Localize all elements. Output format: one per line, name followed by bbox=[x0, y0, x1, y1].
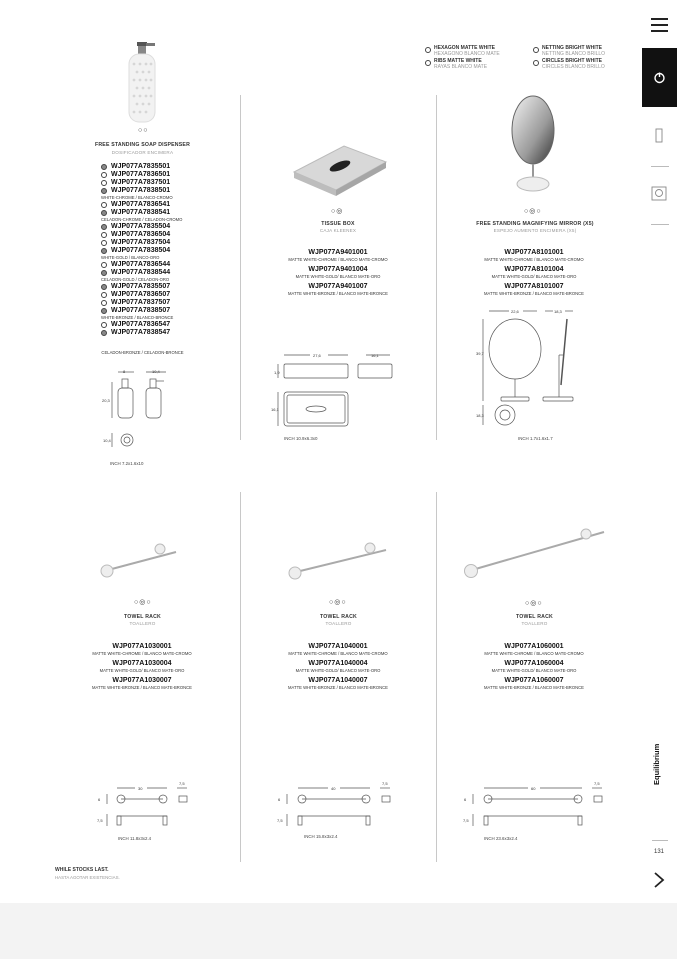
brand-label: Equilibrium bbox=[652, 743, 661, 785]
chevron-right-icon[interactable] bbox=[652, 871, 666, 889]
dim-width-2: 18,3 bbox=[554, 309, 562, 314]
legend-netting: NETTING BRIGHT WHITE NETTING BLANCO BRILLO bbox=[542, 45, 606, 57]
mirror-finish-3: MATTE WHITE-BRONZE / BLANCO MATE-BRONCE bbox=[484, 291, 584, 296]
finish-dots: ○◎○ bbox=[329, 599, 347, 606]
column-divider bbox=[436, 492, 437, 862]
tissue-box-image bbox=[292, 132, 388, 198]
ribs-swatch-icon bbox=[425, 60, 431, 66]
rack2-finish-2: MATTE WHITE-GOLD/ BLANCO MATE-ORO bbox=[295, 668, 381, 673]
netting-swatch-icon bbox=[101, 202, 107, 208]
dim-depth: 10,4 bbox=[103, 438, 111, 443]
tissue-finish-3: MATTE WHITE-BRONZE / BLANCO MATE-BRONCE bbox=[288, 291, 388, 296]
rack2-technical-drawing bbox=[274, 778, 399, 830]
mirror-inch: INCH 1.7x1.6x1.7 bbox=[518, 436, 553, 441]
dim-depth: 7,5 bbox=[277, 818, 283, 823]
rack3-finish-2: MATTE WHITE-GOLD/ BLANCO MATE-ORO bbox=[491, 668, 577, 673]
rack1-code-3: WJP077A1030007 bbox=[112, 677, 172, 684]
dim-depth: 7,5 bbox=[463, 818, 469, 823]
rack2-finish-3: MATTE WHITE-BRONZE / BLANCO MATE-BRONCE bbox=[288, 685, 388, 690]
rack3-technical-drawing bbox=[462, 778, 612, 830]
rack1-subtitle: TOALLERO bbox=[129, 621, 156, 626]
tissue-finish-1: MATTE WHITE-CHROME / BLANCO MATE-CROMO bbox=[288, 257, 388, 262]
dim-width: 30 bbox=[138, 786, 143, 791]
finish-dots: ○○ bbox=[138, 127, 149, 134]
netting-swatch-icon bbox=[101, 292, 107, 298]
netting-swatch-icon bbox=[101, 262, 107, 268]
tissue-code-1: WJP077A9401001 bbox=[308, 249, 368, 256]
netting-swatch-icon bbox=[101, 322, 107, 328]
tissue-code-2: WJP077A9401004 bbox=[308, 266, 368, 273]
dim-width: 8 bbox=[123, 369, 126, 374]
sidebar-divider bbox=[651, 224, 669, 225]
dim-width: 40 bbox=[331, 786, 336, 791]
soap-inch: INCH 7.2x1.6x10 bbox=[110, 461, 144, 466]
circles-swatch-icon bbox=[101, 210, 107, 216]
rack2-code-1: WJP077A1040001 bbox=[308, 643, 368, 650]
column-divider bbox=[436, 95, 437, 440]
rack3-title: TOWEL RACK bbox=[516, 614, 553, 620]
tissue-code-3: WJP077A9401007 bbox=[308, 283, 368, 290]
netting-swatch-icon bbox=[533, 47, 539, 53]
tissue-inch: INCH 10.9x6.3x0 bbox=[284, 436, 318, 441]
tissue-subtitle: CAJA KLEENEX bbox=[319, 228, 357, 233]
side-menu-active-tab[interactable] bbox=[642, 48, 677, 107]
single-page-icon[interactable] bbox=[653, 128, 665, 144]
rack3-finish-3: MATTE WHITE-BRONZE / BLANCO MATE-BRONCE bbox=[484, 685, 584, 690]
finish-dots: ○◎○ bbox=[134, 599, 152, 606]
rack3-subtitle: TOALLERO bbox=[521, 621, 548, 626]
sidebar-divider bbox=[651, 166, 669, 167]
mirror-code-1: WJP077A8101001 bbox=[504, 249, 564, 256]
rack3-code-1: WJP077A1060001 bbox=[504, 643, 564, 650]
soap-subtitle: DOSIFICADOR ENCIMERA bbox=[111, 150, 174, 155]
dim-width-2: 16,1 bbox=[371, 353, 379, 358]
dim-width-2: 10,4 bbox=[152, 369, 160, 374]
circles-swatch-icon bbox=[101, 270, 107, 276]
ribs-swatch-icon bbox=[101, 180, 107, 186]
soap-technical-drawing bbox=[100, 366, 180, 456]
legend-circles: CIRCLES BRIGHT WHITE CIRCLES BLANCO BRILLO bbox=[542, 58, 605, 70]
rack1-technical-drawing bbox=[95, 778, 195, 830]
rack1-inch: INCH 11.8x3x2.4 bbox=[118, 836, 152, 841]
sidebar-divider bbox=[652, 840, 668, 841]
circles-swatch-icon bbox=[101, 248, 107, 254]
rack2-title: TOWEL RACK bbox=[320, 614, 357, 620]
rack2-finish-1: MATTE WHITE-CHROME / BLANCO MATE-CROMO bbox=[288, 651, 388, 656]
dim-depth: 16,1 bbox=[271, 407, 279, 412]
rack3-code-2: WJP077A1060004 bbox=[504, 660, 564, 667]
rack1-code-2: WJP077A1030004 bbox=[112, 660, 172, 667]
dim-width: 27,6 bbox=[313, 353, 321, 358]
column-divider bbox=[240, 492, 241, 862]
towel-rack-40-image bbox=[284, 538, 394, 582]
mirror-finish-2: MATTE WHITE-GOLD/ BLANCO MATE-ORO bbox=[491, 274, 577, 279]
legend-ribs: RIBS MATTE WHITE RAYAS BLANCO MATE bbox=[434, 58, 488, 70]
rack1-finish-3: MATTE WHITE-BRONZE / BLANCO MATE-BRONCE bbox=[92, 685, 192, 690]
dim-height: 1,9 bbox=[274, 370, 280, 375]
hamburger-menu-icon[interactable] bbox=[651, 18, 668, 20]
rack2-code-3: WJP077A1040007 bbox=[308, 677, 368, 684]
notice-line2: HASTA AGOTAR EXISTENCIAS. bbox=[55, 875, 120, 880]
tissue-finish-2: MATTE WHITE-GOLD/ BLANCO MATE-ORO bbox=[295, 274, 381, 279]
mirror-title: FREE STANDING MAGNIFYING MIRROR (X5) bbox=[476, 221, 594, 227]
rack1-title: TOWEL RACK bbox=[124, 614, 161, 620]
netting-swatch-icon bbox=[101, 232, 107, 238]
dim-projection: 7,5 bbox=[594, 781, 600, 786]
mirror-code-2: WJP077A8101004 bbox=[504, 266, 564, 273]
mirror-subtitle: ESPEJO AUMENTO ENCIMERA (X5) bbox=[493, 228, 577, 233]
finish-dots: ○◎○ bbox=[525, 600, 543, 607]
rack3-inch: INCH 23.6x3x2.4 bbox=[484, 836, 518, 841]
rack3-code-3: WJP077A1060007 bbox=[504, 677, 564, 684]
dim-height: 39,7 bbox=[476, 351, 484, 356]
rack2-inch: INCH 15.8x3x2.4 bbox=[304, 834, 338, 839]
power-icon bbox=[653, 71, 666, 84]
dim-depth: 7,5 bbox=[97, 818, 103, 823]
dim-height: 20,3 bbox=[102, 398, 110, 403]
soap-title: FREE STANDING SOAP DISPENSER bbox=[94, 142, 191, 148]
rack2-subtitle: TOALLERO bbox=[325, 621, 352, 626]
ribs-swatch-icon bbox=[101, 240, 107, 246]
circles-swatch-icon bbox=[101, 188, 107, 194]
dim-height: 6 bbox=[98, 797, 101, 802]
mirror-finish-1: MATTE WHITE-CHROME / BLANCO MATE-CROMO bbox=[484, 257, 584, 262]
legend-hexagon: HEXAGON MATTE WHITE HEXAGONO BLANCO MATE bbox=[434, 45, 500, 57]
rack3-finish-1: MATTE WHITE-CHROME / BLANCO MATE-CROMO bbox=[484, 651, 584, 656]
soap-dispenser-image bbox=[120, 40, 162, 125]
soap-finish-last: CELADON-BRONZE / CELADON-BRONCE bbox=[101, 350, 184, 355]
dim-width: 60 bbox=[531, 786, 536, 791]
hexagon-swatch-icon bbox=[425, 47, 431, 53]
rack1-code-1: WJP077A1030001 bbox=[112, 643, 172, 650]
hexagon-swatch-icon bbox=[101, 284, 107, 290]
rack1-finish-1: MATTE WHITE-CHROME / BLANCO MATE-CROMO bbox=[92, 651, 192, 656]
mirror-image bbox=[505, 92, 565, 196]
circles-swatch-icon bbox=[101, 308, 107, 314]
page-number: 131 bbox=[654, 849, 665, 855]
mirror-code-3: WJP077A8101007 bbox=[504, 283, 564, 290]
dim-height: 6 bbox=[464, 797, 467, 802]
tissue-technical-drawing bbox=[268, 350, 398, 440]
search-page-icon[interactable] bbox=[650, 186, 668, 202]
footer-background bbox=[0, 903, 677, 959]
netting-swatch-icon bbox=[101, 172, 107, 178]
finish-dots: ○◎○ bbox=[524, 208, 542, 215]
notice-line1: WHILE STOCKS LAST. bbox=[55, 867, 109, 873]
column-divider bbox=[240, 95, 241, 440]
soap-code-list: WJP077A7835501 WJP077A7836501 WJP077A7837501 WJP077A7838501 WHITE-CHROME / BLANCO-CROMO WJP077A7836541 WJP077A7838541 CELADON-CHROME / CELADON-CROMO WJP077A7835504 WJP077A7836504 WJP077A7837504 WJP077A7838504 WHITE-GOLD / BLANCO-ORO WJP077A7836544 WJP077A7838544 CELADON-GOLD / CELADON-ORO WJP077A7835507 WJP077A7836507 WJP077A7837507 WJP077A7838507 WHITE-BRONZE / BLANCO-BRONCE WJP077A7836547 WJP077A7838547 bbox=[101, 163, 183, 336]
hexagon-swatch-icon bbox=[101, 224, 107, 230]
circles-swatch-icon bbox=[101, 330, 107, 336]
dim-height: 6 bbox=[278, 797, 281, 802]
rack2-code-2: WJP077A1040004 bbox=[308, 660, 368, 667]
towel-rack-60-image bbox=[460, 524, 610, 582]
dim-width: 22,6 bbox=[511, 309, 519, 314]
tissue-title: TISSUE BOX bbox=[321, 221, 355, 227]
finish-dots: ○◎ bbox=[331, 208, 344, 215]
circles-swatch-icon bbox=[533, 60, 539, 66]
rack1-finish-2: MATTE WHITE-GOLD/ BLANCO MATE-ORO bbox=[99, 668, 185, 673]
dim-projection: 7,5 bbox=[179, 781, 185, 786]
ribs-swatch-icon bbox=[101, 300, 107, 306]
hexagon-swatch-icon bbox=[101, 164, 107, 170]
towel-rack-30-image bbox=[98, 540, 183, 580]
dim-depth: 18,3 bbox=[476, 413, 484, 418]
dim-projection: 7,5 bbox=[382, 781, 388, 786]
mirror-technical-drawing bbox=[475, 305, 585, 440]
